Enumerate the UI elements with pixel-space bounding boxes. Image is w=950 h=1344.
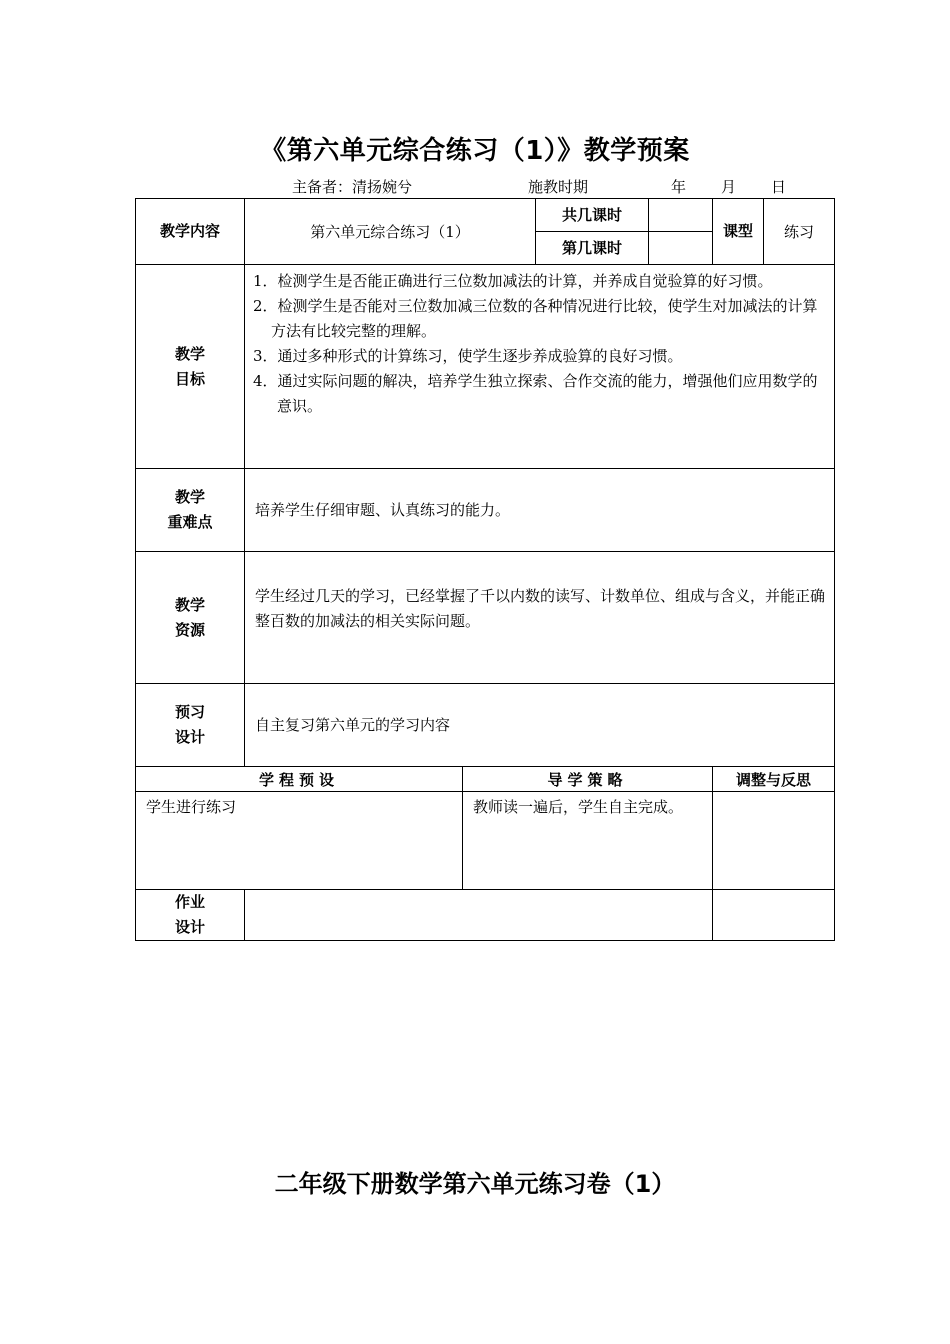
goal-item: 3．通过多种形式的计算练习，使学生逐步养成验算的良好习惯。 — [253, 347, 683, 365]
resources-label-line2: 资源 — [174, 620, 205, 639]
homework-reflection-value — [713, 890, 835, 941]
content-value: 第六单元综合练习（1） — [245, 199, 536, 265]
goals-label-line1: 教学 — [174, 344, 205, 363]
preview-label-line2: 设计 — [174, 728, 205, 746]
goals-content — [245, 265, 835, 469]
goals-label — [136, 265, 245, 469]
reflection-header: 调整与反思 — [713, 767, 835, 792]
resources-label — [136, 552, 245, 684]
preview-value: 自主复习第六单元的学习内容 — [245, 684, 835, 767]
year-label: 年 — [671, 178, 687, 196]
goals-label-line2: 目标 — [174, 369, 205, 388]
homework-label — [136, 890, 245, 941]
resources-value: 学生经过几天的学习，已经掌握了千以内数的读写、计数单位、组成与含义，并能正确整百数的加减法的相关实际问题。 — [245, 552, 835, 684]
month-label: 月 — [721, 178, 737, 196]
key-points-label-line2: 重难点 — [167, 513, 213, 531]
preparer-text: 主备者：清扬婉兮 — [292, 178, 413, 196]
key-points-label — [136, 469, 245, 552]
goal-item: 2．检测学生是否能对三位数加减三位数的各种情况进行比较，使学生对加减法的计算方法有比较完整的理解。 — [253, 297, 818, 340]
goal-item: 1．检测学生是否能正确进行三位数加减法的计算，并养成自觉验算的好习惯。 — [253, 272, 773, 290]
goal-item: 4．通过实际问题的解决，培养学生独立探索、合作交流的能力，增强他们应用数学的意识。 — [253, 372, 818, 415]
lesson-number-value — [649, 232, 713, 265]
process-value: 学生进行练习 — [136, 792, 463, 890]
document-title: 《第六单元综合练习（1）》教学预案 — [260, 136, 690, 166]
content-label: 教学内容 — [136, 199, 245, 265]
lesson-type-label: 课型 — [713, 199, 764, 265]
preview-label — [136, 684, 245, 767]
lesson-number-label: 第几课时 — [536, 232, 649, 265]
day-label: 日 — [771, 178, 787, 196]
strategy-header: 导学策略 — [463, 767, 713, 792]
lesson-plan-table — [135, 198, 835, 941]
key-points-value: 培养学生仔细审题、认真练习的能力。 — [245, 469, 835, 552]
key-points-label-line1: 教学 — [174, 488, 205, 506]
strategy-value: 教师读一遍后，学生自主完成。 — [463, 792, 713, 890]
homework-label-line1: 作业 — [174, 893, 205, 911]
homework-value — [245, 890, 713, 941]
next-document-title: 二年级下册数学第六单元练习卷（1） — [274, 1170, 676, 1198]
teach-time-label: 施教时期 — [528, 178, 589, 196]
process-header: 学程预设 — [136, 767, 463, 792]
total-lessons-value — [649, 199, 713, 232]
resources-label-line1: 教学 — [174, 595, 205, 614]
lesson-type-value: 练习 — [764, 199, 835, 265]
total-lessons-label: 共几课时 — [536, 199, 649, 232]
preview-label-line1: 预习 — [174, 703, 205, 721]
homework-label-line2: 设计 — [174, 918, 205, 936]
reflection-value — [713, 792, 835, 890]
